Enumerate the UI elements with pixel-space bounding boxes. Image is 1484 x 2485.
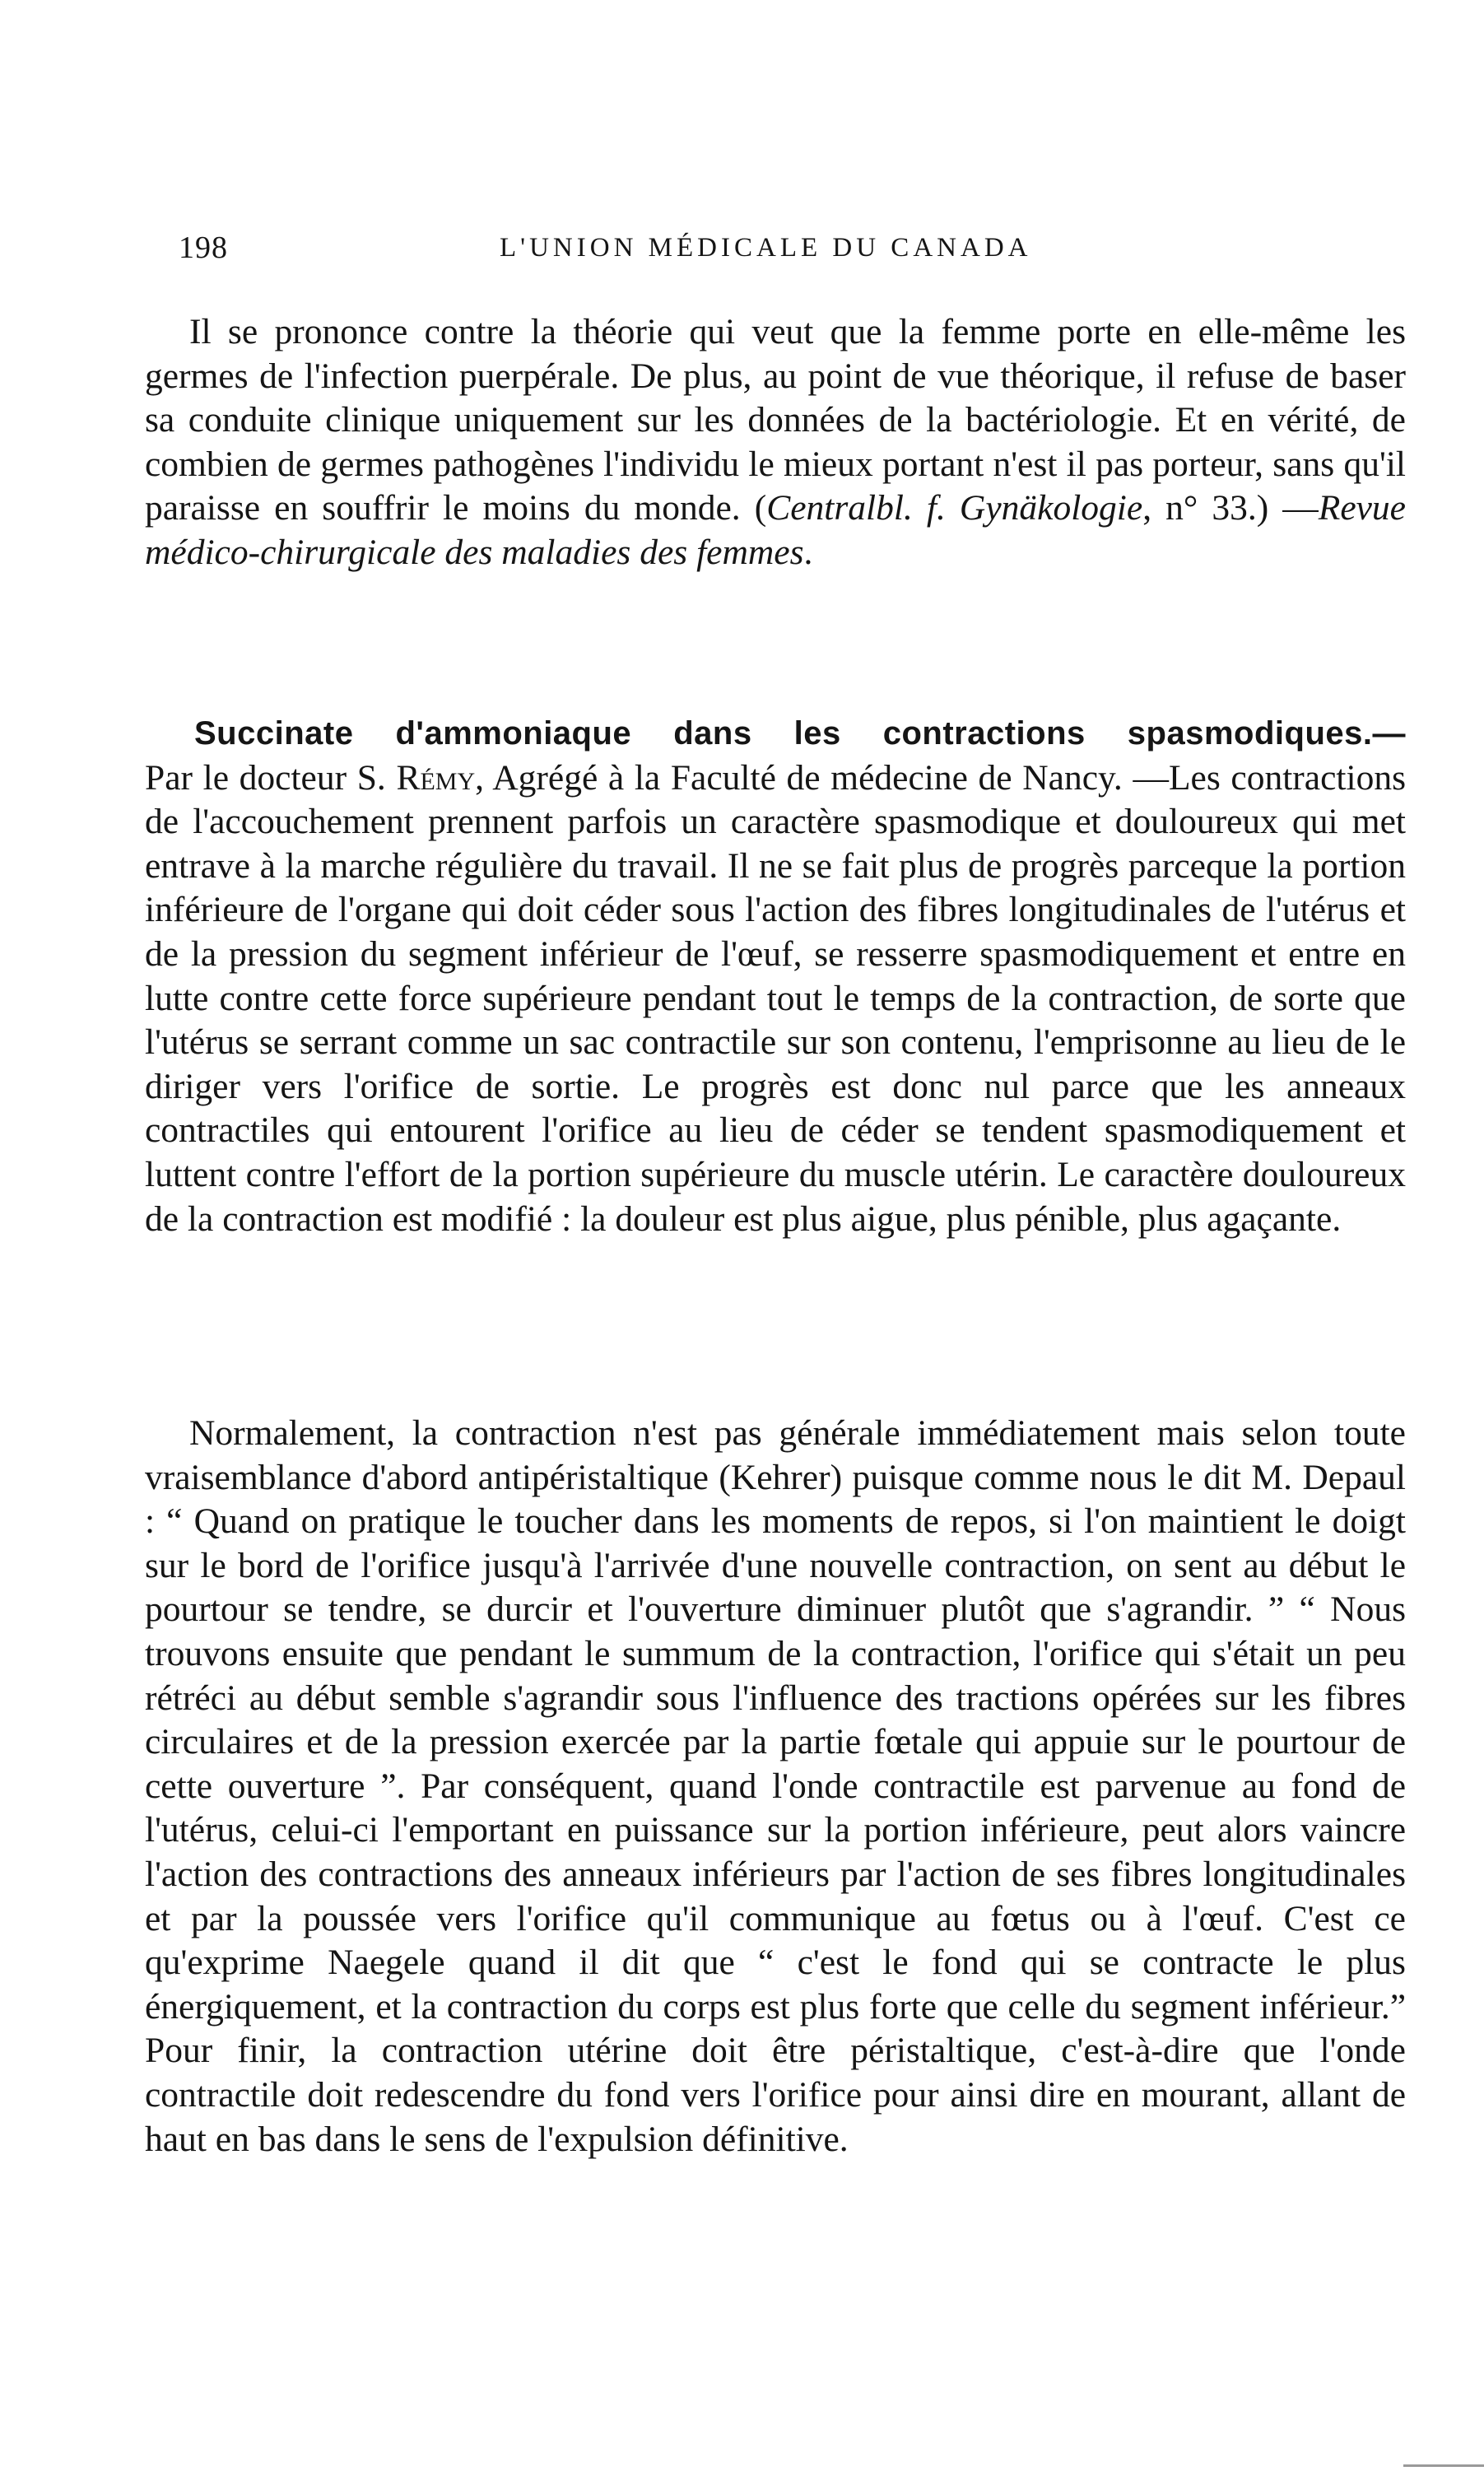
citation-journal: Centralbl. f. Gynäkologie	[766, 488, 1143, 528]
author-name: S. Rémy	[356, 757, 476, 798]
paragraph-1	[145, 310, 1406, 575]
journal-title: L'UNION MÉDICALE DU CANADA	[500, 233, 1032, 263]
paragraph-3: Normalement, la contraction n'est pas générale immédiatement mais selon toute vraisemblance d'abord antipéristaltique (Kehrer) puisque comme nous le dit M. Depaul : “ Quand on pratique le toucher dans les moments de repos, si l'on maintient le doigt sur le bord de l'orifice jusqu'à l'arrivée d'une nouvelle contraction, on sent au début le pourtour se tendre, se durcir et l'ouverture diminuer plutôt que s'agrandir. ” “ Nous trouvons ensuite que pendant le summum de la contraction, l'orifice qui s'était un peu rétréci au début semble s'agrandir sous l'influence des tractions opérées sur les fibres circulaires et de la pression exercée par la partie fœtale qui appuie sur le pourtour de cette ouverture ”. Par conséquent, quand l'onde contractile est parvenue au fond de l'utérus, celui-ci l'emportant en puissance sur la portion inférieure, peut alors vaincre l'action des contractions des anneaux inférieurs par l'action de ses fibres longitudinales et par la poussée vers l'orifice qu'il communique au fœtus ou à l'œuf. C'est ce qu'exprime Naegele quand il dit que “ c'est le fond qui se contracte le plus énergiquement, et la contraction du corps est plus forte que celle du segment inférieur.” Pour finir, la contraction utérine doit être péristaltique, c'est-à-dire que l'onde contractile doit redescendre du fond vers l'orifice pour ainsi dire en mourant, allant de haut en bas dans le sens de l'expulsion définitive.	[145, 1413, 1406, 2159]
running-head	[179, 227, 1207, 268]
article-block	[145, 712, 1406, 1241]
bottom-rule	[1403, 2464, 1484, 2467]
article-heading: Succinate d'ammoniaque dans les contractions spasmodiques.—	[194, 715, 1406, 752]
page-number: 198	[179, 230, 228, 265]
citation-review: Revue médico-chirurgicale des maladies des femmes	[145, 488, 1406, 572]
byline-suffix: , Agrégé à la Faculté de médecine de Nancy.	[475, 757, 1123, 798]
paragraph-2: —Les contractions de l'accouchement prennent parfois un caractère spasmodique et douloureux qui met entrave à la marche régulière du travail. Il ne se fait plus de progrès parceque la portion inférieure de l'organe qui doit céder sous l'action des fibres longitudinales de l'utérus et de la pression du segment inférieur de l'œuf, se resserre spasmodiquement et entre en lutte contre cette force supérieure pendant tout le temps de la contraction, de sorte que l'utérus se serrant comme un sac contractile sur son contenu, l'emprisonne au lieu de le diriger vers l'orifice de sortie. Le progrès est donc nul parce que les anneaux contractiles qui entourent l'orifice au lieu de céder se tendent spasmodiquement et luttent contre l'effort de la portion supérieure du muscle utérin. Le caractère douloureux de la contraction est modifié : la douleur est plus aigue, plus pénible, plus agaçante.	[145, 757, 1406, 1239]
paragraph-1-text: Il se prononce contre la théorie qui veut que la femme porte en elle-même les germes de l'infection puerpérale. De plus, au point de vue théorique, il refuse de baser sa conduite clinique uniquement sur les données de la bactériologie. Et en vérité, de combien de germes pathogènes l'individu le mieux portant n'est il pas porteur, sans qu'il paraisse en souffrir le moins du monde. (	[145, 312, 1406, 528]
paragraph-1-end: .	[803, 532, 813, 572]
byline-prefix: Par le docteur	[145, 757, 357, 798]
citation-issue: , n° 33.) —	[1142, 488, 1319, 528]
